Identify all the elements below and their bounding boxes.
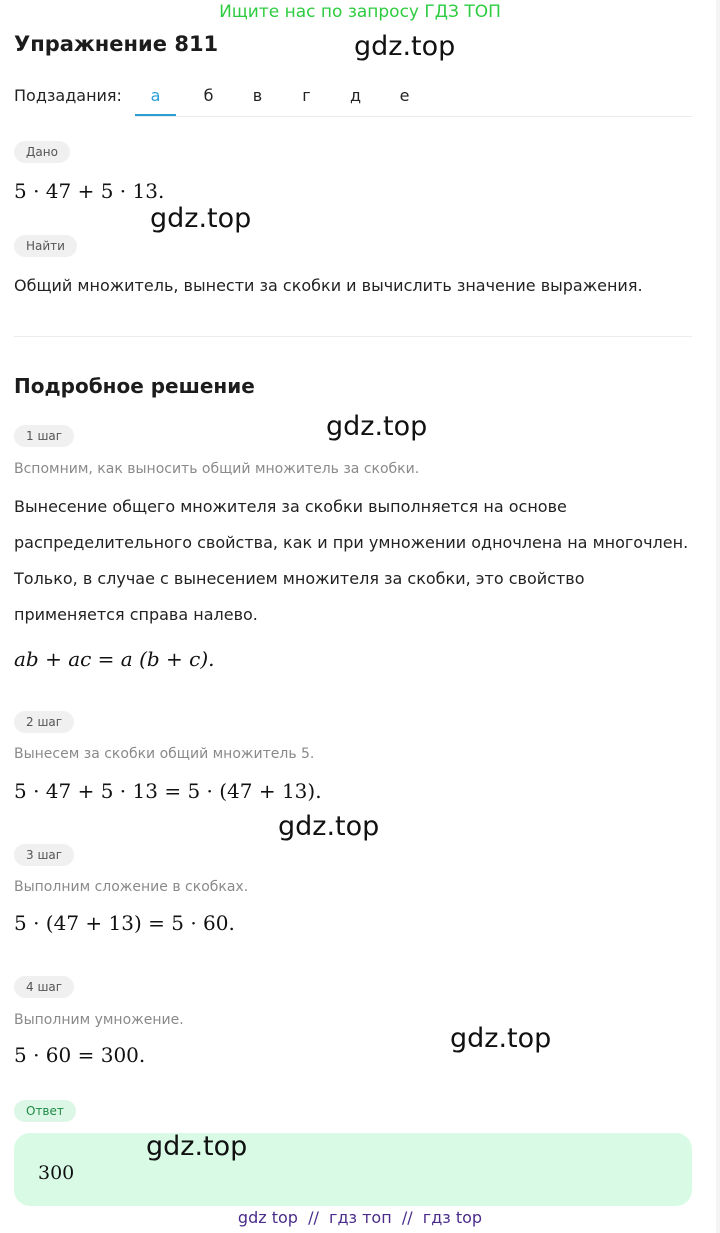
- step-3-badge: 3 шаг: [14, 844, 74, 866]
- step-1-line-1: Вынесение общего множителя за скобки выполняется на основе: [14, 497, 567, 516]
- watermark: gdz.top: [450, 1023, 552, 1054]
- tabs-divider: [135, 116, 692, 117]
- step-2-hint: Вынесем за скобки общий множитель 5.: [14, 746, 315, 762]
- step-1-line-4: применяется справа налево.: [14, 605, 258, 624]
- tab-g[interactable]: г: [302, 86, 311, 105]
- tab-e[interactable]: е: [399, 86, 410, 105]
- watermark: gdz.top: [150, 203, 252, 234]
- subtasks-label: Подзадания:: [14, 86, 122, 105]
- step-3-formula: 5 · (47 + 13) = 5 · 60.: [14, 911, 235, 935]
- step-1-line-2: распределительного свойства, как и при умножении одночлена на многочлен.: [14, 533, 689, 552]
- tab-a[interactable]: а: [135, 86, 176, 116]
- given-expression: 5 · 47 + 5 · 13.: [14, 179, 165, 203]
- page-title: Упражнение 811: [14, 32, 219, 56]
- step-1-line-3: Только, в случае с вынесением множителя за скобки, это свойство: [14, 569, 585, 588]
- step-2-formula: 5 · 47 + 5 · 13 = 5 · (47 + 13).: [14, 779, 322, 803]
- step-4-badge: 4 шаг: [14, 976, 74, 998]
- scrollbar-track[interactable]: [716, 0, 720, 1233]
- step-4-hint: Выполним умножение.: [14, 1012, 184, 1028]
- search-banner: Ищите нас по запросу ГДЗ ТОП: [219, 2, 501, 22]
- step-1-formula: ab + ac = a (b + c).: [14, 647, 215, 671]
- footer-links[interactable]: gdz top // гдз топ // гдз top: [237, 1208, 483, 1227]
- find-badge: Найти: [14, 235, 77, 257]
- answer-badge: Ответ: [14, 1100, 76, 1122]
- watermark: gdz.top: [278, 811, 380, 842]
- tab-b[interactable]: б: [203, 86, 214, 105]
- step-1-hint: Вспомним, как выносить общий множитель за скобки.: [14, 461, 420, 477]
- step-3-hint: Выполним сложение в скобках.: [14, 879, 249, 895]
- step-1-badge: 1 шаг: [14, 425, 74, 447]
- section-divider: [14, 336, 692, 337]
- tab-v[interactable]: в: [252, 86, 263, 105]
- solution-title: Подробное решение: [14, 374, 255, 398]
- watermark: gdz.top: [146, 1131, 248, 1162]
- step-4-formula: 5 · 60 = 300.: [14, 1043, 146, 1067]
- tab-d[interactable]: д: [349, 86, 362, 105]
- given-badge: Дано: [14, 141, 70, 163]
- answer-value: 300: [38, 1162, 75, 1184]
- subtask-tabs: [135, 86, 429, 116]
- watermark: gdz.top: [326, 411, 428, 442]
- step-2-badge: 2 шаг: [14, 711, 74, 733]
- watermark: gdz.top: [354, 31, 456, 62]
- find-text: Общий множитель, вынести за скобки и вычислить значение выражения.: [14, 276, 643, 295]
- answer-box: [14, 1133, 692, 1206]
